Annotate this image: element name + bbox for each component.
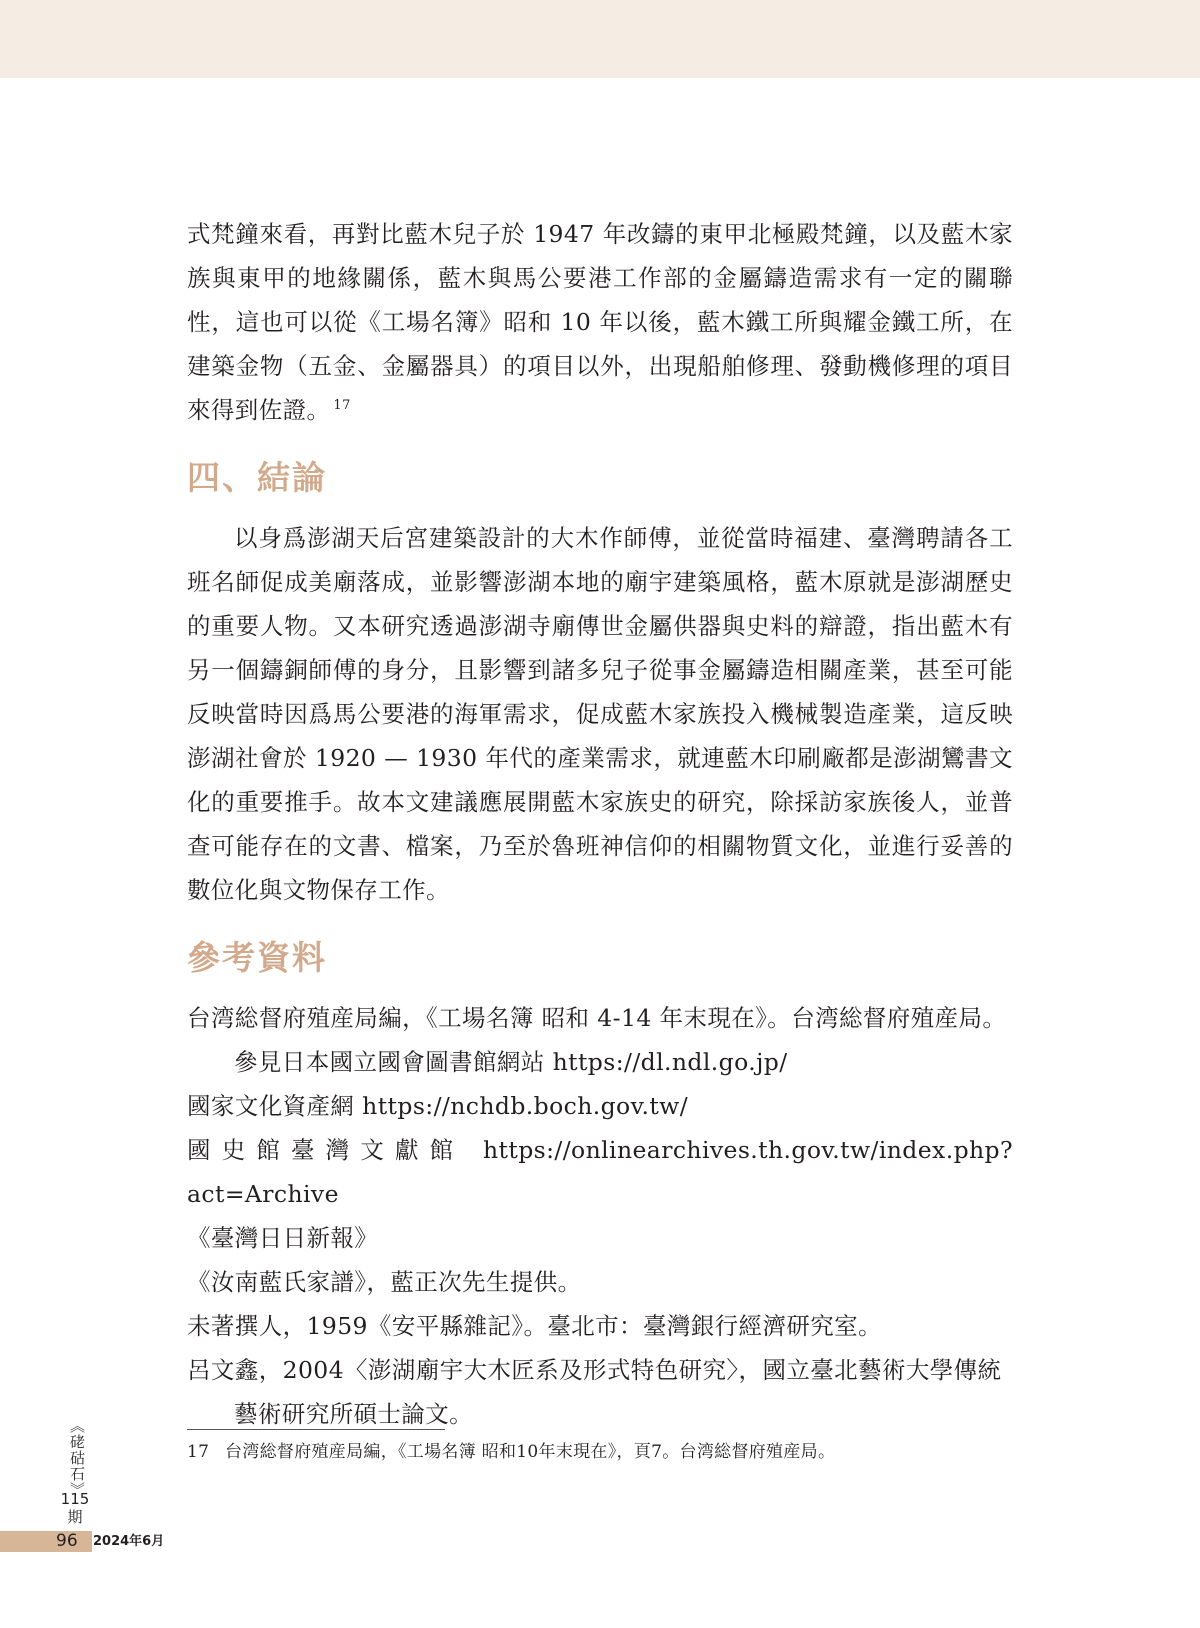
reference-item[interactable]: 國家文化資產網 https://nchdb.boch.gov.tw/ bbox=[187, 1092, 689, 1120]
article-body bbox=[187, 212, 1013, 1436]
footnote-text: 台湾総督府殖産局編，《工場名簿 昭和10年末現在》，頁7。台湾総督府殖産局。 bbox=[225, 1442, 836, 1462]
footnote-divider bbox=[187, 1429, 445, 1430]
reference-item: 呂文鑫，2004〈澎湖廟宇大木匠系及形式特色研究〉，國立臺北藝術大學傳統 bbox=[187, 1356, 1002, 1384]
intro-paragraph: 式梵鐘來看，再對比藍木兒子於 1947 年改鑄的東甲北極殿梵鐘，以及藍木家族與東甲的地緣關係，藍木與馬公要港工作部的金屬鑄造需求有一定的關聯性，這也可以從《工場名簿》昭和 10 年以後，藍木鐵工所與耀金鐵工所，在建築金物（五金、金屬器具）的項目以外，出現船舶修理、發動機修理的項目來得到佐證。 $^{17}$ bbox=[187, 220, 1013, 424]
reference-item: 《臺灣日日新報》 bbox=[187, 1224, 379, 1252]
page-number-bar bbox=[0, 1531, 92, 1552]
footnote-number: 17 bbox=[187, 1442, 210, 1462]
reference-item: 未著撰人，1959《安平縣雜記》。臺北市：臺灣銀行經濟研究室。 bbox=[187, 1312, 882, 1340]
issue-unit: 期 bbox=[67, 1508, 83, 1526]
references-heading: 參考資料 bbox=[187, 938, 327, 977]
reference-item[interactable]: 國史館臺灣文獻館 https://onlinearchives.th.gov.tw/index.php?act=Archive bbox=[187, 1136, 1013, 1208]
reference-item: 《汝南藍氏家譜》，藍正次先生提供。 bbox=[187, 1268, 582, 1296]
footnote bbox=[187, 1440, 1013, 1464]
issue-number: 115 bbox=[60, 1490, 90, 1508]
reference-item: 台湾総督府殖産局編，《工場名簿 昭和 4-14 年末現在》。台湾総督府殖産局。 bbox=[187, 1004, 1007, 1032]
conclusion-heading: 四、結論 bbox=[187, 458, 327, 497]
footnote-ref[interactable]: 17 bbox=[333, 398, 351, 414]
top-decorative-band bbox=[0, 0, 1200, 78]
reference-item: 藝術研究所碩士論文。 bbox=[234, 1400, 473, 1428]
conclusion-paragraph: 以身爲澎湖天后宮建築設計的大木作師傅，並從當時福建、臺灣聘請各工班名師促成美廟落成，並影響澎湖本地的廟宇建築風格，藍木原就是澎湖歷史的重要人物。又本研究透過澎湖寺廟傳世金屬供器與史料的辯證，指出藍木有另一個鑄銅師傅的身分，且影響到諸多兒子從事金屬鑄造相關產業，甚至可能反映當時因爲馬公要港的海軍需求，促成藍木家族投入機械製造產業，這反映澎湖社會於 1920 — 1930 年代的產業需求，就連藍木印刷廠都是澎湖鸞書文化的重要推手。故本文建議應展開藍木家族史的研究，除採訪家族後人，並普查可能存在的文書、檔案，乃至於魯班神信仰的相關物質文化，並進行妥善的數位化與文物保存工作。 bbox=[187, 524, 1013, 904]
references-list bbox=[187, 996, 1013, 1436]
page-number: 96 bbox=[56, 1531, 78, 1551]
issue-date: 2024年6月 bbox=[93, 1534, 165, 1549]
reference-item[interactable]: 參見日本國立國會圖書館網站 https://dl.ndl.go.jp/ bbox=[234, 1048, 788, 1076]
publication-title: 《硓𥑮石》 bbox=[68, 1418, 86, 1498]
